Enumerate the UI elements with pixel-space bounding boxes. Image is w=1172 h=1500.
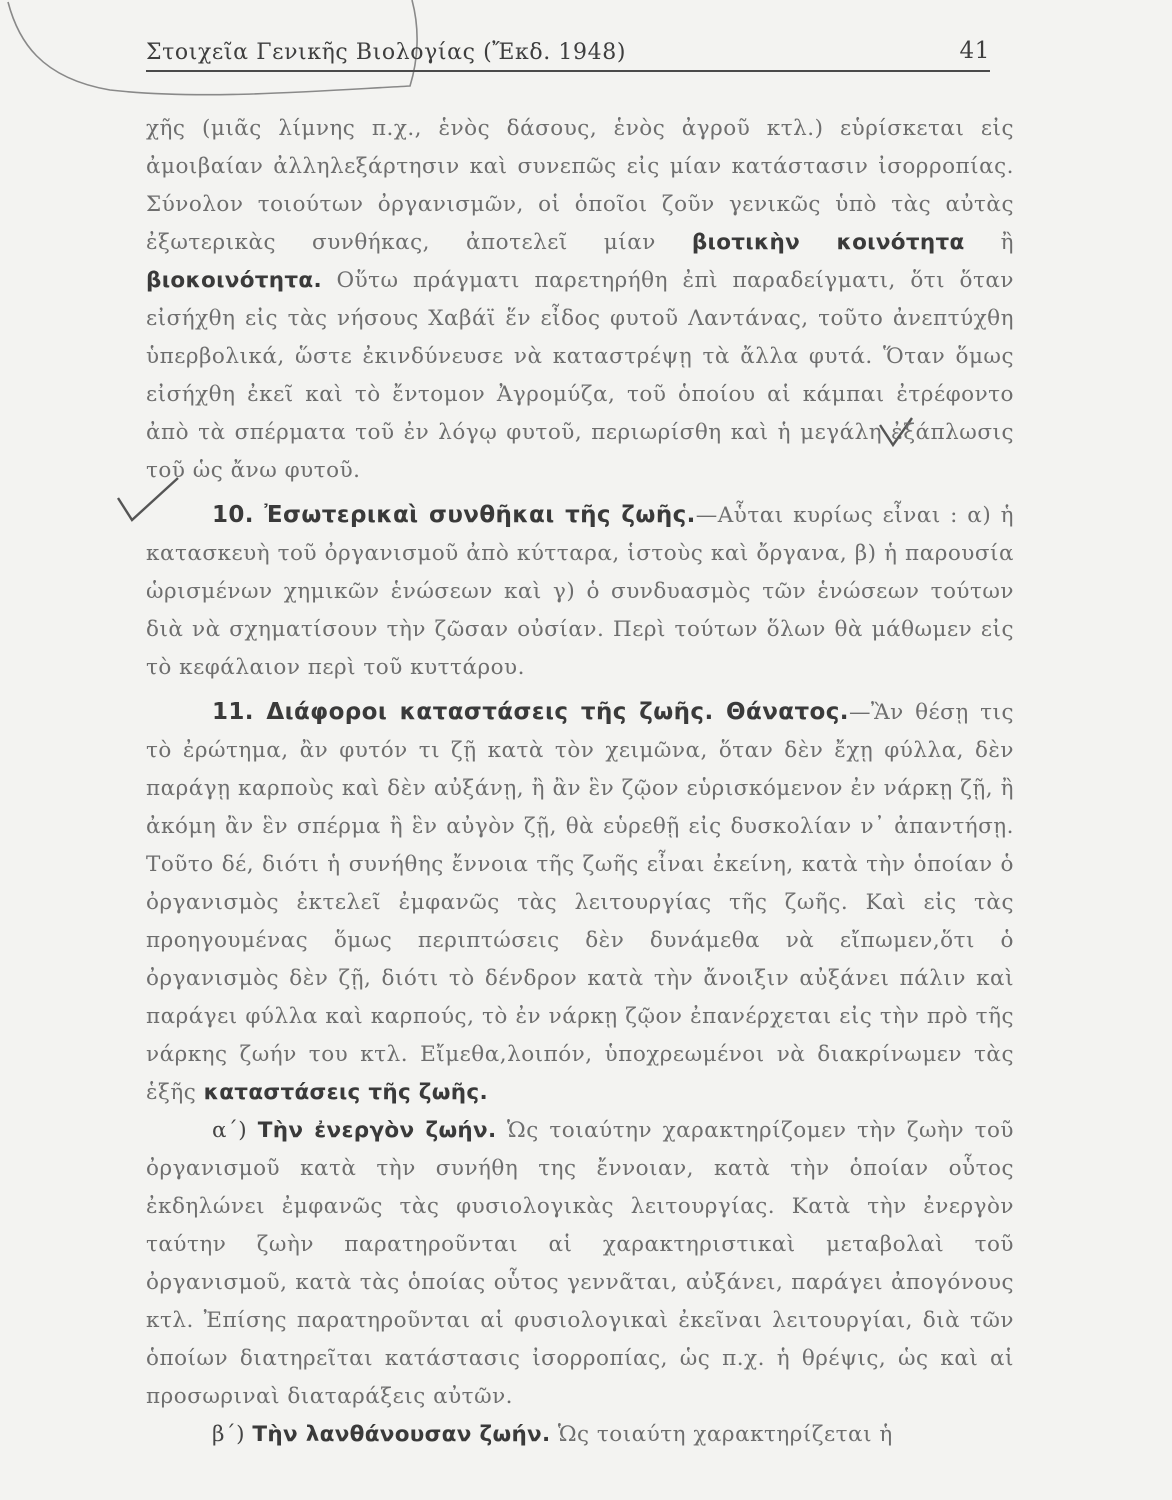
term-active-life: Τὴν ἐνεργὸν ζωήν. <box>257 1118 497 1143</box>
paragraph-biocommunity: χῆς (μιᾶς λίμνης π.χ., ἑνὸς δάσους, ἑνὸς ἀγροῦ κτλ.) εὑρίσκεται εἰς ἀμοιβαίαν ἀλληλεξάρτησιν καὶ συνεπῶς εἰς μίαν κατάστασιν ἰσορροπίας. Σύνολον τοιούτων ὀργανισμῶν, οἱ ὁποῖοι ζοῦν γενικῶς ὑπὸ τὰς αὐτὰς ἐξωτερικὰς συνθήκας, ἀποτελεῖ μίαν βιοτικὴν κοινότητα ἢ βιοκοινότητα. Οὕτω πράγματι παρετηρήθη ἐπὶ παραδείγματι, ὅτι ὅταν εἰσήχθη εἰς τὰς νήσους Χαβάϊ ἕν εἶδος φυτοῦ Λαντάνας, τοῦτο ἀνεπτύχθη ὑπερβολικά, ὥστε ἐκινδύνευσε νὰ καταστρέψῃ τὰ ἄλλα φυτά. Ὅταν ὅμως εἰσήχθη ἐκεῖ καὶ τὸ ἔντομον Ἀγρομύζα, τοῦ ὁποίου αἱ κάμπαι ἐτρέφοντο ἀπὸ τὰ σπέρματα τοῦ ἐν λόγῳ φυτοῦ, περιωρίσθη καὶ ἡ μεγάλη ἐξάπλωσις τοῦ ὡς ἄνω φυτοῦ. <box>146 116 1015 483</box>
section-11: 11. Διάφοροι καταστάσεις τῆς ζωῆς. Θάνατος.—Ἂν θέσῃ τις τὸ ἐρώτημα, ἂν φυτόν τι ζῇ κατὰ τὸν χειμῶνα, ὅταν δὲν ἔχῃ φύλλα, δὲν παράγῃ καρποὺς καὶ δὲν αὐξάνῃ, ἢ ἂν ἓν ζῷον εὑρισκόμενον ἐν νάρκῃ ζῇ, ἢ ἀκόμη ἂν ἓν σπέρμα ἢ ἓν αὐγὸν ζῇ, θὰ εὑρεθῇ εἰς δυσκολίαν ν᾽ ἀπαντήσῃ. Τοῦτο δέ, διότι ἡ συνήθης ἔννοια τῆς ζωῆς εἶναι ἐκείνη, κατὰ τὴν ὁποίαν ὁ ὀργανισμὸς ἐκτελεῖ ἐμφανῶς τὰς λειτουργίας τῆς ζωῆς. Καὶ εἰς τὰς προηγουμένας ὅμως περιπτώσεις δὲν δυνάμεθα νὰ εἴπωμεν,ὅτι ὁ ὀργανισμὸς δὲν ζῇ, διότι τὸ δένδρον κατὰ τὴν ἄνοιξιν αὐξάνει πάλιν καὶ παράγει φύλλα καὶ καρπούς, τὸ ἐν νάρκῃ ζῷον ἐπανέρχεται εἰς τὴν πρὸ τῆς νάρκης ζωήν του κτλ. Εἴμεθα,λοιπόν, ὑποχρεωμένοι νὰ διακρίνωμεν τὰς ἑξῆς καταστάσεις τῆς ζωῆς. <box>146 699 1015 1105</box>
term-biotic-community: βιοτικὴν κοινότητα <box>691 230 965 255</box>
term-latent-life: Τὴν λανθάνουσαν ζωήν. <box>252 1422 551 1447</box>
subsection-latent-life: β´) Τὴν λανθάνουσαν ζωήν. Ὡς τοιαύτη χαρακτηρίζεται ἡ <box>212 1422 893 1447</box>
page-number: 41 <box>959 38 990 64</box>
header-rule <box>146 70 990 72</box>
running-title: Στοιχεῖα Γενικῆς Βιολογίας (Ἔκδ. 1948) <box>146 40 626 65</box>
section-11-heading: 11. Διάφοροι καταστάσεις τῆς ζωῆς. Θάνατος. <box>212 699 849 725</box>
term-biocommunity: βιοκοινότητα. <box>146 268 322 293</box>
page-body <box>146 110 1014 1454</box>
section-10: 10. Ἐσωτερικαὶ συνθῆκαι τῆς ζωῆς.—Αὗται κυρίως εἶναι : α) ἡ κατασκευὴ τοῦ ὀργανισμοῦ ἀπὸ κύτταρα, ἱστοὺς καὶ ὄργανα, β) ἡ παρουσία ὡρισμένων χημικῶν ἑνώσεων καὶ γ) ὁ συνδυασμὸς τῶν ἑνώσεων τούτων διὰ νὰ σχηματίσουν τὴν ζῶσαν οὐσίαν. Περὶ τούτων ὅλων θὰ μάθωμεν εἰς τὸ κεφάλαιον περὶ τοῦ κυττάρου. <box>146 502 1014 680</box>
section-10-heading: 10. Ἐσωτερικαὶ συνθῆκαι τῆς ζωῆς. <box>212 502 696 528</box>
subsection-active-life: α´) Τὴν ἐνεργὸν ζωήν. Ὡς τοιαύτην χαρακτηρίζομεν τὴν ζωὴν τοῦ ὀργανισμοῦ κατὰ τὴν συνήθη της ἔννοιαν, κατὰ τὴν ὁποίαν οὗτος ἐκδηλώνει ἐμφανῶς τὰς φυσιολογικὰς λειτουργίας. Κατὰ τὴν ἐνεργὸν ταύτην ζωὴν παρατηροῦνται αἱ χαρακτηριστικαὶ μεταβολαὶ τοῦ ὀργανισμοῦ, κατὰ τὰς ὁποίας οὗτος γεννᾶται, αὐξάνει, παράγει ἀπογόνους κτλ. Ἐπίσης παρατηροῦνται αἱ φυσιολογικαὶ ἐκεῖναι λειτουργίαι, διὰ τῶν ὁποίων διατηρεῖται κατάστασις ἰσορροπίας, ὡς π.χ. ἡ θρέψις, ὡς καὶ αἱ προσωριναὶ διαταράξεις αὐτῶν. <box>146 1118 1014 1409</box>
term-states-of-life: καταστάσεις τῆς ζωῆς. <box>203 1080 488 1105</box>
